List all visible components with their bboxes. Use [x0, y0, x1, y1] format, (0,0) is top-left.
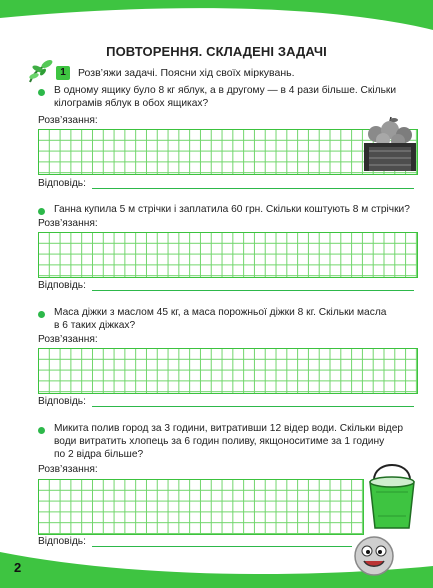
problem-4-line-2: води витратить хлопець за 6 годин поливу, якщоноситиме за 1 годину [54, 436, 385, 447]
problem-3-answer-line[interactable] [92, 406, 414, 407]
problem-3-solution-grid[interactable] [38, 348, 418, 394]
problem-1-answer-label: Відповідь: [38, 178, 86, 189]
problem-2-line-1: Ганна купила 5 м стрічки і заплатила 60 грн. Скільки коштують 8 м стрічки? [54, 204, 410, 215]
problem-4-line-3: по 2 відра більше? [54, 449, 144, 460]
smiley-icon [352, 534, 396, 578]
header-swoosh [0, 0, 433, 40]
problem-1-solution-grid[interactable] [38, 129, 418, 175]
problem-3-line-2: в 6 таких діжках? [54, 320, 136, 331]
problem-2-solution-grid[interactable] [38, 232, 418, 278]
task-number: 1 [56, 66, 70, 80]
problem-1-answer-line[interactable] [92, 188, 414, 189]
problem-3-answer-label: Відповідь: [38, 396, 86, 407]
page-title: ПОВТОРЕННЯ. СКЛАДЕНІ ЗАДАЧІ [106, 44, 327, 59]
page-number: 2 [14, 560, 22, 575]
problem-3-solution-label: Розв’язання: [38, 334, 98, 345]
task-instruction: Розв’яжи задачі. Поясни хід своїх міркувань. [78, 67, 295, 79]
bucket-icon [364, 458, 420, 532]
problem-3-line-1: Маса діжки з маслом 45 кг, а маса порожньої діжки 8 кг. Скільки масла [54, 307, 387, 318]
problem-1-line-1: В одному ящику було 8 кг яблук, а в другому — в 4 рази більше. Скільки [54, 85, 397, 96]
problem-1-line-2: кілограмів яблук в обох ящиках? [54, 98, 209, 109]
problem-1-solution-label: Розв’язання: [38, 115, 98, 126]
bullet-dot [38, 89, 45, 96]
problem-2-answer-label: Відповідь: [38, 280, 86, 291]
bullet-dot [38, 311, 45, 318]
apple-crate-icon [362, 116, 418, 174]
problem-4-solution-label: Розв’язання: [38, 464, 98, 475]
sprout-icon [26, 56, 56, 86]
bullet-dot [38, 208, 45, 215]
problem-2-answer-line[interactable] [92, 290, 414, 291]
problem-4-answer-label: Відповідь: [38, 536, 86, 547]
problem-4-line-1: Микита полив город за 3 години, витративши 12 відер води. Скільки відер [54, 423, 404, 434]
bullet-dot [38, 427, 45, 434]
problem-2-solution-label: Розв’язання: [38, 218, 98, 229]
problem-4-solution-grid[interactable] [38, 479, 364, 535]
